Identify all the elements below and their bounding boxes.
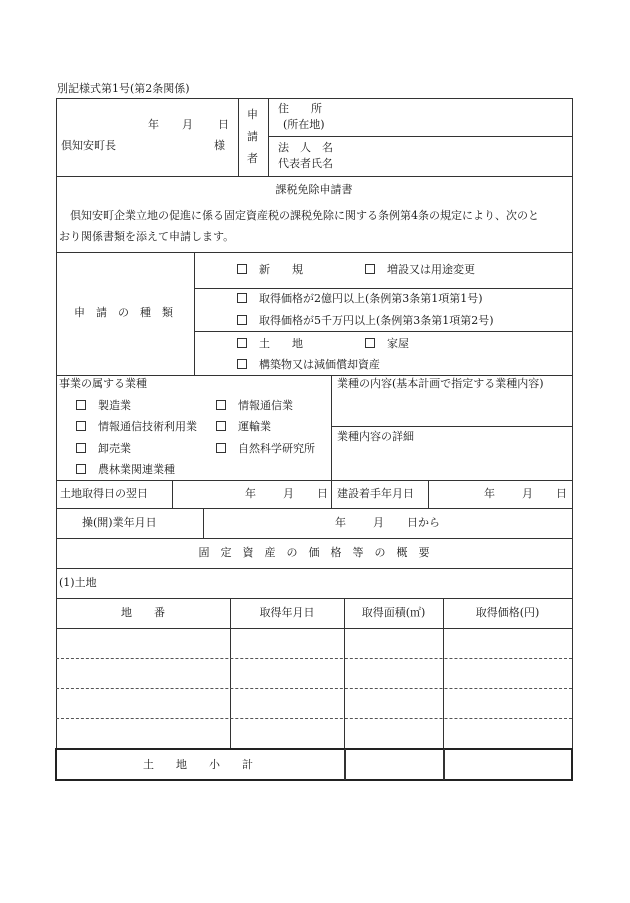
checkbox[interactable] [76,400,86,410]
honorific: 様 [214,139,225,152]
col-acquisition-area: 取得面積(㎡) [361,606,426,619]
representative-label: 代表者氏名 [278,157,333,170]
address-sub-label: (所在地) [283,118,325,131]
applicant-char-3: 者 [247,152,258,165]
industry-research[interactable]: 自然科学研究所 [216,442,315,456]
checkbox[interactable] [216,400,226,410]
form-title: 課税免除申請書 [275,183,353,196]
industry-detail-label: 業種内容の詳細 [337,430,414,443]
industry-info-comm[interactable]: 情報通信業 [216,399,293,413]
col-acquisition-date: 取得年月日 [259,606,315,619]
application-type-label: 申 請 の 種 類 [74,306,173,319]
intro-line-2: おり関係書類を添えて申請します。 [59,230,235,243]
checkbox[interactable] [216,421,226,431]
build-date-day: 日 [556,487,567,500]
operation-start-label: 操(開)業年月日 [82,516,157,529]
asset-summary-title: 固 定 資 産 の 価 格 等 の 概 要 [198,546,430,559]
industry-content-label: 業種の内容(基本計画で指定する業種内容) [337,377,544,390]
col-lot-number: 地 番 [121,606,165,619]
land-date-year: 年 [245,487,256,500]
date-month: 月 [182,118,193,131]
address-label: 住 所 [278,102,322,115]
land-subtotal-label: 土 地 小 計 [143,758,253,771]
op-date-from: 日から [407,516,440,529]
build-date-month: 月 [522,487,533,500]
industry-manufacturing[interactable]: 製造業 [76,399,131,413]
industry-transport[interactable]: 運輸業 [216,420,271,434]
checkbox[interactable] [237,359,247,369]
checkbox[interactable] [365,338,375,348]
col-acquisition-price: 取得価格(円) [475,606,540,619]
addressee: 倶知安町長 [61,139,116,152]
build-date-year: 年 [484,487,495,500]
checkbox[interactable] [237,315,247,325]
land-acquisition-next-day-label: 土地取得日の翌日 [60,487,148,500]
land-section-label: (1)土地 [59,576,97,589]
op-date-month: 月 [373,516,384,529]
op-date-year: 年 [335,516,346,529]
option-expansion[interactable]: 増設又は用途変更 [365,263,475,277]
applicant-char-1: 申 [247,108,258,121]
option-price-50m[interactable]: 取得価格が5千万円以上(条例第3条第1項第2号) [237,314,494,328]
option-price-200m[interactable]: 取得価格が2億円以上(条例第3条第1項第1号) [237,292,483,306]
land-date-day: 日 [317,487,328,500]
industry-wholesale[interactable]: 卸売業 [76,442,131,456]
option-new[interactable]: 新 規 [237,263,303,277]
date-year: 年 [148,118,159,131]
option-land[interactable]: 土 地 [237,337,303,351]
checkbox[interactable] [237,293,247,303]
checkbox[interactable] [237,338,247,348]
land-date-month: 月 [283,487,294,500]
checkbox[interactable] [76,464,86,474]
date-day: 日 [218,118,229,131]
construction-start-label: 建設着手年月日 [337,487,414,500]
applicant-char-2: 請 [247,130,258,143]
industry-label: 事業の属する業種 [59,377,147,390]
checkbox[interactable] [216,443,226,453]
industry-agri[interactable]: 農林業関連業種 [76,463,175,477]
form-label: 別記様式第1号(第2条関係) [57,82,190,95]
checkbox[interactable] [237,264,247,274]
checkbox[interactable] [76,443,86,453]
corp-name-label: 法 人 名 [278,141,333,154]
option-structure[interactable]: 構築物又は減価償却資産 [237,358,380,372]
intro-line-1: 倶知安町企業立地の促進に係る固定資産税の課税免除に関する条例第4条の規定により、次のと [70,209,539,222]
checkbox[interactable] [76,421,86,431]
checkbox[interactable] [365,264,375,274]
industry-ict-use[interactable]: 情報通信技術利用業 [76,420,197,434]
option-house[interactable]: 家屋 [365,337,409,351]
